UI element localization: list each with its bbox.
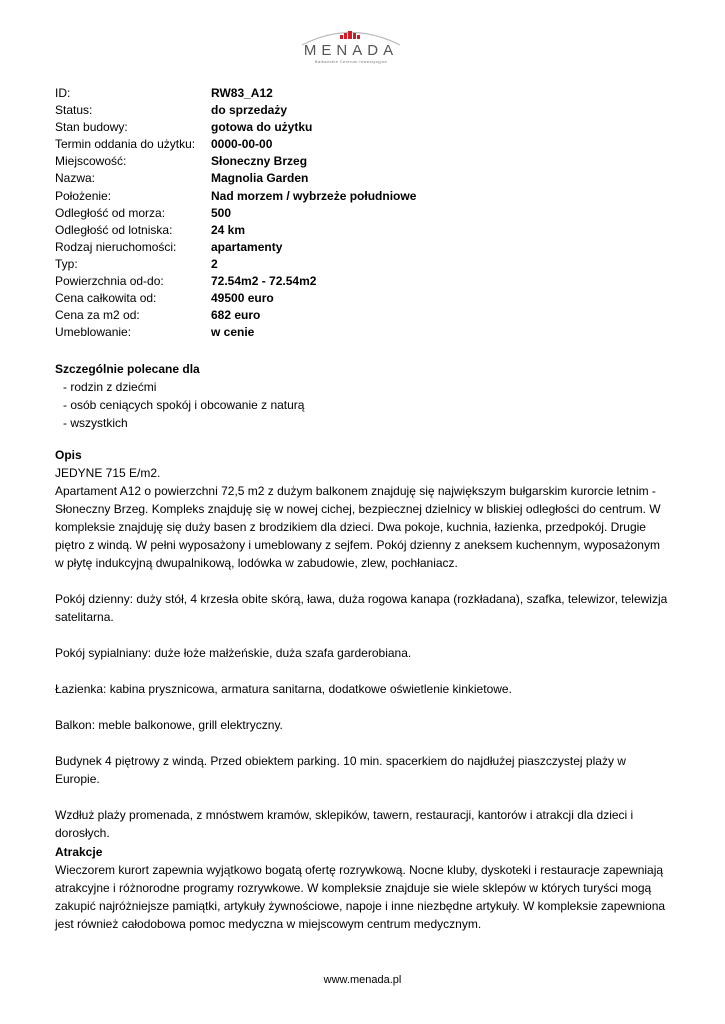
spec-label: Status: [55,103,93,118]
spec-value: 2 [211,256,218,271]
spec-value: apartamenty [211,239,283,254]
spec-row [55,170,416,187]
description-section [55,446,670,842]
spec-row [55,102,416,119]
spec-row [55,290,416,307]
description-paragraph: Budynek 4 piętrowy z windą. Przed obiektem parking. 10 min. spacerkiem do najdłużej piaszczystej plaży w Europie. [55,754,626,786]
logo-name: MENADA [303,42,399,59]
logo-tagline: Bałkańskie Centrum Inwestycyjne [314,59,388,64]
spec-row [55,222,416,239]
attractions-heading: Atrakcje [55,845,103,859]
spec-label: Odległość od lotniska: [55,222,173,237]
spec-label: Typ: [55,256,78,271]
spec-label: Rodzaj nieruchomości: [55,239,177,254]
spec-value: 682 euro [211,308,261,323]
spec-row [55,307,416,324]
spec-value: 500 [211,205,232,220]
property-specs [55,85,416,341]
spec-row [55,256,416,273]
spec-value: Słoneczny Brzeg [211,154,308,169]
spec-value: 49500 euro [211,291,274,306]
attractions-section [55,843,670,933]
spec-value: 72.54m2 - 72.54m2 [211,274,317,289]
description-paragraph: Balkon: meble balkonowe, grill elektryczny. [55,718,283,732]
spec-row [55,273,416,290]
spec-row [55,205,416,222]
recommended-item: - osób ceniących spokój i obcowanie z naturą [63,398,305,412]
footer-url[interactable]: www.menada.pl [323,974,402,986]
spec-label: Stan budowy: [55,120,128,135]
spec-row [55,153,416,170]
description-heading: Opis [55,448,82,462]
description-paragraph: Pokój dzienny: duży stół, 4 krzesła obite skórą, ława, duża rogowa kanapa (rozkładana), szafka, telewizor, telewizja satelitarna. [55,592,668,624]
spec-value: RW83_A12 [211,86,273,100]
recommended-section [55,360,670,432]
spec-label: ID: [55,86,71,100]
recommended-item: - rodzin z dziećmi [63,380,157,394]
spec-row [55,85,416,102]
recommended-item: - wszystkich [63,416,128,430]
spec-value: 0000-00-00 [211,137,273,152]
spec-label: Umeblowanie: [55,325,132,340]
description-paragraph: Apartament A12 o powierzchni 72,5 m2 z dużym balkonem znajduję się największym bułgarskim kurorcie letnim -Słoneczny Brzeg. Kompleks znajduję się w nowej cichej, bezpiecznej dzielnicy w bliskiej odległości do centrum. W kompleksie znajduję się duży basen z brodzikiem dla dzieci. Dwa pokoje, kuchnia, łazienka, przedpokój. Drugie piętro z windą. W pełni wyposażony i umeblowany z sejfem. Pokój dzienny z aneksem kuchennym, wyposażonym w płytę indukcyjną dwupalnikową, lodówka w zabudowie, zlew, pochłaniacz. [55,484,661,570]
description-paragraph: Pokój sypialniany: duże łoże małżeńskie, duża szafa garderobiana. [55,646,412,660]
spec-label: Cena całkowita od: [55,291,157,306]
spec-row [55,324,416,341]
spec-row [55,136,416,153]
spec-label: Termin oddania do użytku: [55,137,196,152]
recommended-heading: Szczególnie polecane dla [55,362,200,376]
spec-row [55,188,416,205]
menada-logo [298,26,404,70]
spec-label: Położenie: [55,188,112,203]
spec-value: 24 km [211,222,246,237]
spec-label: Powierzchnia od-do: [55,274,164,289]
description-paragraph: JEDYNE 715 E/m2. [55,466,161,480]
spec-value: gotowa do użytku [211,120,313,135]
spec-value: do sprzedaży [211,103,288,118]
description-paragraph: Wzdłuż plaży promenada, z mnóstwem kramów, sklepików, tawern, restauracji, kantorów i atrakcji dla dzieci i dorosłych. [55,808,634,840]
spec-label: Odległość od morza: [55,205,166,220]
spec-value: w cenie [211,325,255,340]
spec-row [55,239,416,256]
description-paragraph: Łazienka: kabina prysznicowa, armatura sanitarna, dodatkowe oświetlenie kinkietowe. [55,682,512,696]
spec-label: Nazwa: [55,171,96,186]
spec-row [55,119,416,136]
spec-label: Cena za m2 od: [55,308,140,323]
attractions-paragraph: Wieczorem kurort zapewnia wyjątkowo bogatą ofertę rozrywkową. Nocne kluby, dyskoteki i restauracje zapewniają atrakcyjne i różnorodne programy rozrywkowe. W kompleksie znajduje sie wiele sklepów w których turyści mogą zakupić najróżniejsze pamiątki, artykuły żywnościowe, napoje i inne niezbędne artykuły. W kompleksie zapewniona jest również całodobowa pomoc medyczna w miejscowym centrum medycznym. [55,863,666,931]
spec-label: Miejscowość: [55,154,127,169]
spec-value: Magnolia Garden [211,171,309,186]
spec-value: Nad morzem / wybrzeże południowe [211,188,417,203]
